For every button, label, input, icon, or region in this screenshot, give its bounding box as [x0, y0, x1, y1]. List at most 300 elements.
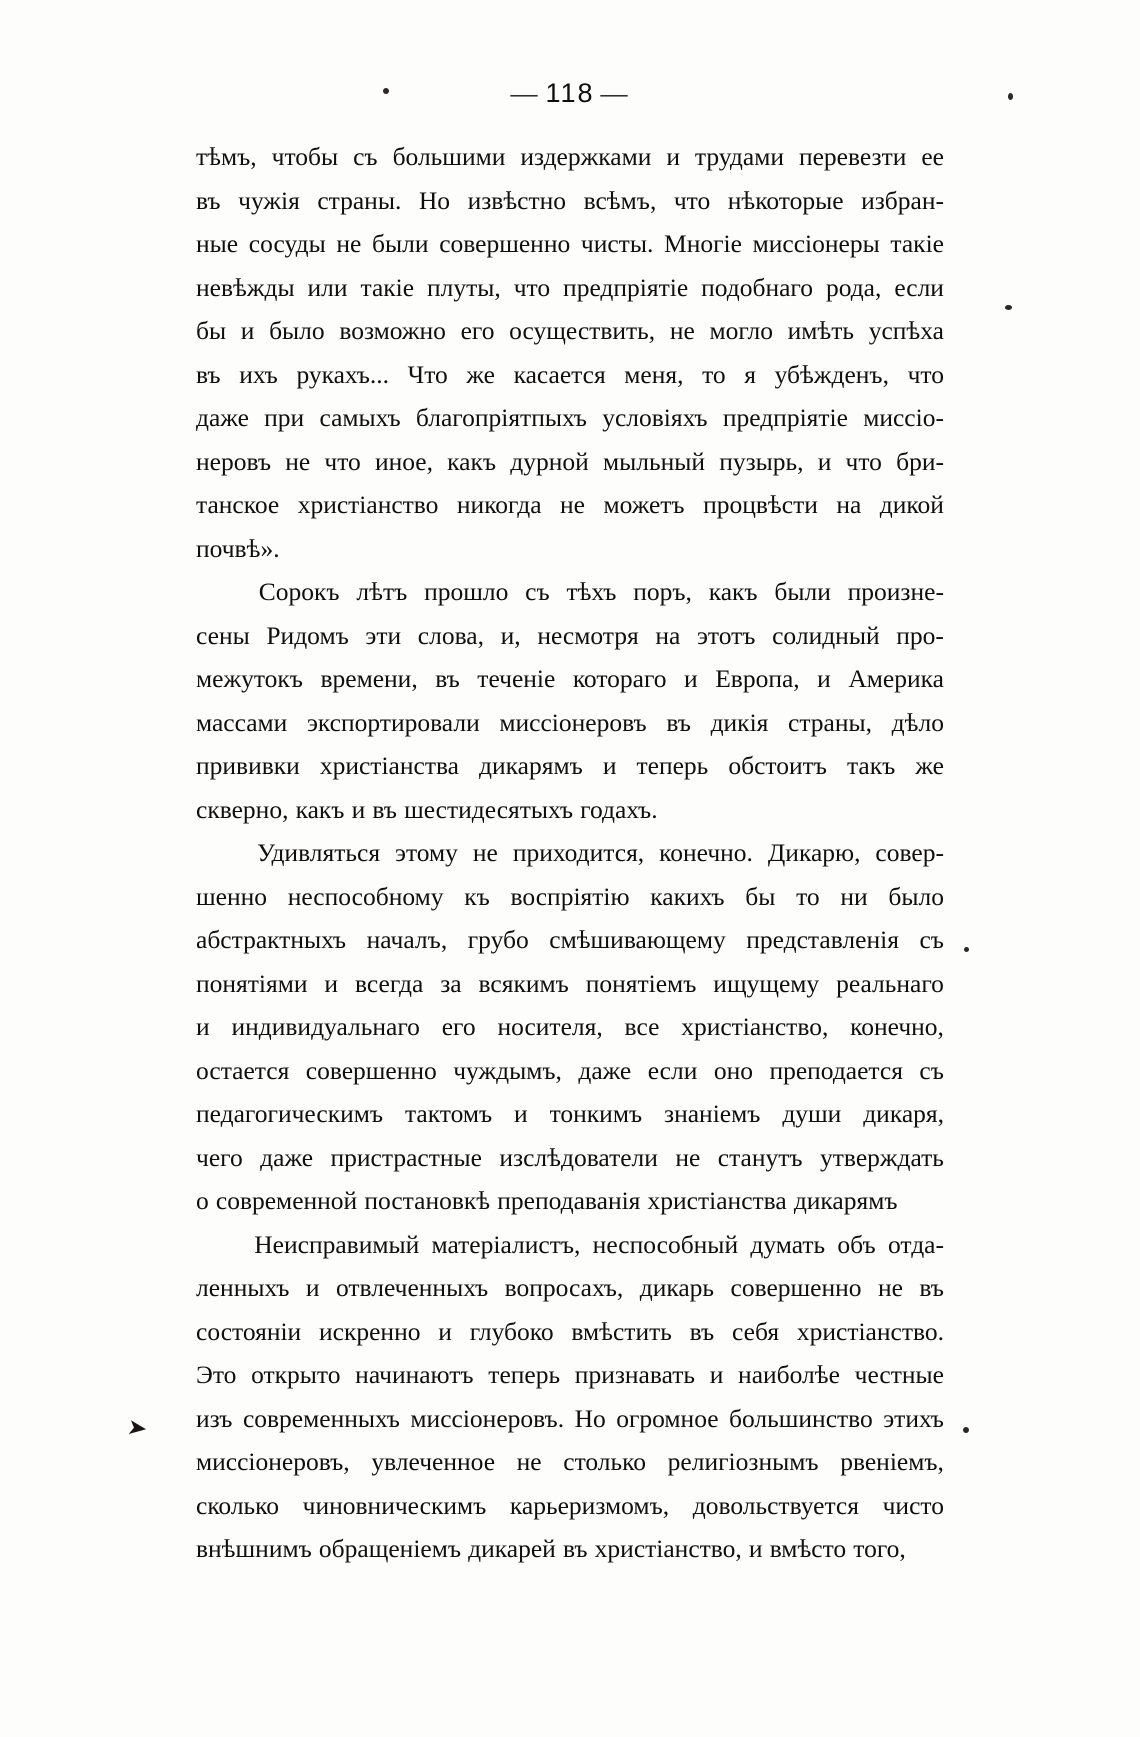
word: времени,: [320, 664, 418, 693]
word: религіознымъ: [667, 1447, 819, 1476]
word: то: [796, 881, 820, 911]
word: предпріятіе: [722, 403, 848, 432]
word: столько: [563, 1447, 647, 1476]
word: я: [744, 359, 757, 389]
word: обстоитъ: [728, 751, 827, 780]
text-line: [196, 527, 944, 571]
scan-artifact-dot: [963, 1427, 969, 1433]
word: миссіонеровъ,: [196, 1447, 350, 1476]
text-line: [196, 1484, 944, 1528]
word: дикарей: [468, 1534, 556, 1563]
text-line: [196, 1179, 944, 1223]
word: прошло: [424, 577, 509, 606]
word: чтобы: [271, 142, 339, 171]
word: даже: [578, 1055, 632, 1085]
word: пузырь,: [719, 446, 804, 476]
word: прививки: [196, 751, 300, 780]
text-line: [196, 179, 944, 223]
word: и,: [500, 620, 521, 650]
word: и: [666, 142, 680, 171]
word: и: [351, 794, 366, 824]
word: обращеніемъ: [318, 1534, 462, 1563]
paragraph-1: [196, 135, 944, 570]
word: и: [324, 968, 339, 998]
word: не: [877, 1273, 903, 1302]
word: совершенно: [730, 1273, 862, 1302]
word: приходится,: [512, 838, 645, 867]
word: страны,: [788, 707, 873, 737]
text-line: [196, 1266, 944, 1310]
word: солидный: [772, 620, 880, 650]
scan-artifact-dot: [1005, 305, 1012, 310]
word: процвѣсти: [703, 490, 818, 519]
word: пристрастные: [330, 1142, 482, 1172]
word: всѣмъ,: [583, 185, 657, 215]
word: этихъ: [883, 1403, 944, 1433]
word: рвеніемъ,: [840, 1447, 944, 1476]
word: несмотря: [537, 620, 639, 650]
word: того,: [853, 1534, 906, 1563]
word: въ: [196, 185, 221, 215]
word: годахъ.: [580, 794, 658, 824]
text-line: [196, 353, 944, 397]
text-line: [196, 222, 944, 266]
word: преподается: [769, 1055, 903, 1085]
word: огромное: [616, 1403, 719, 1433]
word: даже: [196, 403, 249, 432]
word: шенно: [196, 881, 267, 911]
word: какъ: [447, 446, 497, 476]
word: Многіе: [664, 229, 742, 258]
word: миссіонеровъ: [499, 707, 647, 737]
word: и: [602, 751, 617, 780]
word: произне-: [847, 577, 944, 606]
word: искренно: [319, 1316, 421, 1346]
word: конечно.: [659, 838, 753, 867]
word: смѣшивающему: [549, 925, 726, 954]
word: были: [372, 229, 429, 258]
word: въ: [919, 1273, 944, 1302]
word: скверно,: [196, 794, 289, 824]
word: не: [669, 316, 695, 345]
word: Неисправимый: [254, 1229, 420, 1259]
word: лѣтъ: [356, 577, 408, 606]
word: и: [709, 1360, 724, 1389]
text-line: [196, 962, 944, 1006]
word: Сорокъ: [258, 577, 340, 606]
word: тѣмъ,: [196, 142, 257, 171]
word: осуществить,: [509, 316, 656, 345]
word: реальнаго: [836, 968, 944, 998]
word: глубоко: [469, 1316, 554, 1346]
word: совершенно: [439, 229, 571, 258]
text-line: [196, 1005, 944, 1049]
scan-artifact-dot: [383, 88, 389, 94]
word: большинство: [729, 1403, 873, 1433]
word: признавать: [574, 1360, 696, 1389]
word: миссіо-: [863, 403, 944, 432]
word: чуждымъ,: [453, 1055, 562, 1085]
word: миссіонеры: [752, 229, 880, 258]
word: дурной: [510, 446, 589, 476]
word: если: [647, 1055, 698, 1085]
word: все: [624, 1012, 660, 1041]
word: бы: [196, 316, 227, 345]
text-line: [196, 831, 944, 875]
word: чиновническимъ: [302, 1490, 487, 1520]
word: поръ,: [633, 577, 692, 606]
word: наиболѣе: [738, 1360, 840, 1389]
page-number-dash-right: —: [600, 78, 630, 108]
word: не: [560, 490, 585, 519]
word: не: [336, 229, 362, 258]
word: чего: [196, 1142, 243, 1172]
word: тактомъ: [404, 1099, 493, 1128]
word: Европа,: [715, 664, 800, 693]
word: даже: [260, 1142, 314, 1172]
word: можетъ: [603, 490, 685, 519]
word: страны.: [317, 185, 402, 215]
word: дикарямъ: [479, 751, 583, 780]
word: массами: [196, 707, 288, 737]
word: грубо: [467, 925, 529, 954]
word: не: [472, 838, 498, 867]
word: началъ,: [366, 925, 448, 954]
word: сосуды: [248, 229, 326, 258]
word: что: [907, 359, 944, 389]
scan-artifact-arrow: ➤: [125, 1414, 150, 1443]
word: и: [748, 1534, 763, 1563]
word: вмѣсто: [769, 1534, 847, 1563]
word: касается: [513, 359, 606, 389]
text-line: [196, 483, 944, 527]
word: на: [836, 490, 862, 519]
word: тѣхъ: [566, 577, 617, 606]
word: самыхъ: [319, 403, 401, 432]
word: педагогическимъ: [196, 1099, 384, 1128]
text-line: [196, 1397, 944, 1441]
word: совер-: [875, 838, 944, 867]
word: танское: [196, 490, 280, 519]
word: честные: [854, 1360, 944, 1389]
word: теченіе: [477, 664, 556, 693]
paragraph-3: [196, 831, 944, 1223]
word: благопріятпыхъ: [415, 403, 587, 432]
word: не: [675, 1142, 701, 1172]
text-line: [196, 1136, 944, 1180]
word: шестидесятыхъ: [404, 794, 574, 824]
word: рукахъ...: [296, 359, 390, 389]
word: конечно,: [850, 1012, 944, 1041]
word: объ: [837, 1229, 876, 1259]
word: въ: [689, 1316, 715, 1346]
word: христіанство,: [594, 1534, 742, 1563]
word: экспортировали: [306, 707, 480, 737]
word: такіе: [360, 272, 415, 302]
word: въ: [435, 664, 460, 693]
word: носителя,: [497, 1012, 603, 1041]
word: иное,: [374, 446, 433, 476]
word: съ: [353, 142, 378, 171]
word: такъ: [846, 751, 896, 780]
body-text: [196, 135, 944, 1571]
page-header: [0, 78, 1140, 109]
paragraph-indent: [196, 1223, 242, 1267]
word: въ: [666, 707, 691, 737]
word: на: [655, 620, 681, 650]
word: или: [307, 272, 348, 302]
word: и: [817, 446, 832, 476]
word: и: [438, 1316, 452, 1346]
word: съ: [919, 1055, 944, 1085]
word: матеріалистъ,: [431, 1229, 581, 1259]
paragraph-2: [196, 570, 944, 831]
word: въ: [372, 794, 397, 824]
text-line: [196, 1310, 944, 1354]
word: что: [845, 446, 882, 476]
word: знаніемъ: [664, 1099, 761, 1128]
word: Удивляться: [256, 838, 381, 867]
word: бри-: [896, 446, 944, 476]
word: постановкѣ: [364, 1186, 491, 1215]
word: вопросахъ,: [504, 1273, 624, 1302]
word: теперь: [488, 1360, 561, 1389]
word: о: [196, 1186, 209, 1215]
word: было: [269, 316, 325, 345]
word: чисто: [882, 1490, 944, 1520]
word: всякимъ: [478, 968, 569, 998]
word: то: [702, 359, 726, 389]
word: оно: [713, 1055, 753, 1085]
word: и: [817, 664, 831, 693]
text-line: [196, 1440, 944, 1484]
text-line: [196, 570, 944, 614]
word: станутъ: [717, 1142, 803, 1172]
word: абстрактныхъ: [196, 925, 347, 954]
word: дикаря,: [863, 1099, 944, 1128]
word: утверждать: [820, 1142, 944, 1172]
word: успѣха: [868, 316, 944, 345]
text-line: [196, 266, 944, 310]
paragraph-4: [196, 1223, 944, 1571]
word: нѣкоторые: [727, 185, 844, 215]
word: же: [915, 751, 944, 780]
word: ее: [921, 142, 944, 171]
word: что: [673, 185, 711, 215]
word: увлеченное: [371, 1447, 496, 1476]
word: дикой: [879, 490, 944, 519]
word: состояніи: [196, 1316, 302, 1346]
word: и: [196, 1012, 210, 1041]
word: вмѣстить: [571, 1316, 672, 1346]
text-line: [196, 440, 944, 484]
word: не: [516, 1447, 542, 1476]
word: ные: [196, 229, 239, 258]
word: понятіями: [196, 968, 308, 998]
word: всегда: [354, 968, 424, 998]
word: современныхъ: [242, 1403, 400, 1433]
text-line: [196, 918, 944, 962]
word: бы: [745, 881, 776, 911]
word: при: [264, 403, 305, 432]
word: христіанство.: [796, 1316, 944, 1346]
text-line: [196, 614, 944, 658]
text-line: [196, 135, 944, 179]
word: современной: [215, 1186, 358, 1215]
scan-artifact-dot: [1008, 93, 1013, 100]
word: мыльный: [602, 446, 706, 476]
word: ихъ: [239, 359, 278, 389]
word: тонкимъ: [549, 1099, 643, 1128]
word: такіе: [890, 229, 944, 258]
word: изъ: [196, 1403, 233, 1433]
word: теперь: [636, 751, 709, 780]
word: Америка: [848, 664, 944, 693]
word: сены: [196, 620, 250, 650]
word: христіанство: [297, 490, 439, 519]
word: чисты.: [580, 229, 654, 258]
word: дикарь: [639, 1273, 715, 1302]
word: съ: [919, 925, 944, 954]
paragraph-indent: [196, 831, 242, 875]
word: неровъ: [196, 446, 272, 476]
word: индивидуальнаго: [231, 1012, 420, 1041]
word: въ: [562, 1534, 588, 1563]
word: отвлеченныхъ: [335, 1273, 489, 1302]
word: и: [240, 316, 255, 345]
word: открыто: [251, 1360, 341, 1389]
word: начинаютъ: [355, 1360, 474, 1389]
word: изслѣдователи: [499, 1142, 658, 1172]
text-line: [196, 788, 944, 832]
text-line: [196, 396, 944, 440]
text-line: [196, 657, 944, 701]
word: имѣть: [787, 316, 855, 345]
word: и: [684, 664, 698, 693]
word: и: [305, 1273, 320, 1302]
text-line: [196, 1353, 944, 1397]
text-line: [196, 1223, 944, 1267]
word: избран-: [861, 185, 944, 215]
word: ищущему: [713, 968, 820, 998]
paragraph-indent: [196, 570, 242, 614]
page-number-dash-left: —: [510, 78, 540, 108]
word: ни: [840, 881, 868, 911]
word: дикарямъ: [793, 1186, 898, 1215]
word: себя: [732, 1316, 780, 1346]
word: дѣло: [891, 707, 944, 737]
text-line: [196, 875, 944, 919]
word: слова,: [417, 620, 484, 650]
word: остается: [196, 1055, 290, 1085]
word: издержками: [520, 142, 652, 171]
word: его: [460, 316, 495, 345]
word: трудами: [694, 142, 785, 171]
word: невѣжды: [196, 272, 295, 302]
word: предпріятіе: [563, 272, 689, 302]
word: ленныхъ: [196, 1273, 290, 1302]
word: думать: [750, 1229, 826, 1259]
word: его: [441, 1012, 476, 1041]
page-number: 118: [545, 78, 595, 108]
word: къ: [464, 881, 490, 911]
word: Но: [574, 1403, 606, 1433]
word: почвѣ».: [196, 533, 280, 563]
word: эти: [365, 620, 402, 650]
word: за: [440, 968, 462, 998]
word: внѣшнимъ: [196, 1534, 312, 1563]
word: извѣстно: [467, 185, 567, 215]
word: понятіемъ: [585, 968, 697, 998]
word: возможно: [339, 316, 446, 345]
word: межутокъ: [196, 664, 303, 693]
word: этотъ: [696, 620, 756, 650]
word: души: [782, 1099, 842, 1128]
word: сколько: [196, 1490, 280, 1520]
word: отда-: [887, 1229, 944, 1259]
word: были: [774, 577, 831, 606]
word: Дикарю,: [767, 838, 861, 867]
word: убѣжденъ,: [774, 359, 889, 389]
word: про-: [896, 620, 944, 650]
word: христіанства: [647, 1186, 787, 1215]
word: Что: [407, 359, 448, 389]
word: плуты,: [427, 272, 501, 302]
word: рода,: [825, 272, 882, 302]
word: довольствуется: [692, 1490, 859, 1520]
word: и: [514, 1099, 528, 1128]
word: Это: [196, 1360, 237, 1389]
word: совершенно: [305, 1055, 437, 1085]
word: если: [894, 272, 944, 302]
word: воспріятію: [510, 881, 630, 911]
word: подобнаго: [701, 272, 813, 302]
text-line: [196, 1527, 944, 1571]
word: же: [466, 359, 495, 389]
word: преподаванія: [497, 1186, 641, 1215]
word: большими: [392, 142, 506, 171]
word: Ридомъ: [266, 620, 349, 650]
word: никогда: [456, 490, 542, 519]
word: карьеризмомъ,: [509, 1490, 670, 1520]
word: Но: [418, 185, 451, 215]
word: какъ: [708, 577, 758, 606]
word: меня,: [624, 359, 684, 389]
word: что: [513, 272, 551, 302]
text-line: [196, 701, 944, 745]
word: котораго: [572, 664, 667, 693]
word: съ: [525, 577, 550, 606]
word: какихъ: [650, 881, 725, 911]
word: христіанства: [319, 751, 459, 780]
scan-artifact-dot: [964, 947, 969, 952]
word: что: [324, 446, 361, 476]
word: неспособному: [287, 881, 444, 911]
text-line: [196, 1092, 944, 1136]
word: какъ: [295, 794, 345, 824]
text-line: [196, 309, 944, 353]
word: не: [285, 446, 311, 476]
word: этому: [395, 838, 458, 867]
word: представленія: [746, 925, 899, 954]
word: христіанство,: [681, 1012, 829, 1041]
word: перевезти: [798, 142, 907, 171]
word: неспособный: [592, 1229, 739, 1259]
text-line: [196, 1049, 944, 1093]
word: условіяхъ: [602, 403, 708, 432]
word: въ: [196, 359, 221, 389]
word: дикія: [710, 707, 769, 737]
